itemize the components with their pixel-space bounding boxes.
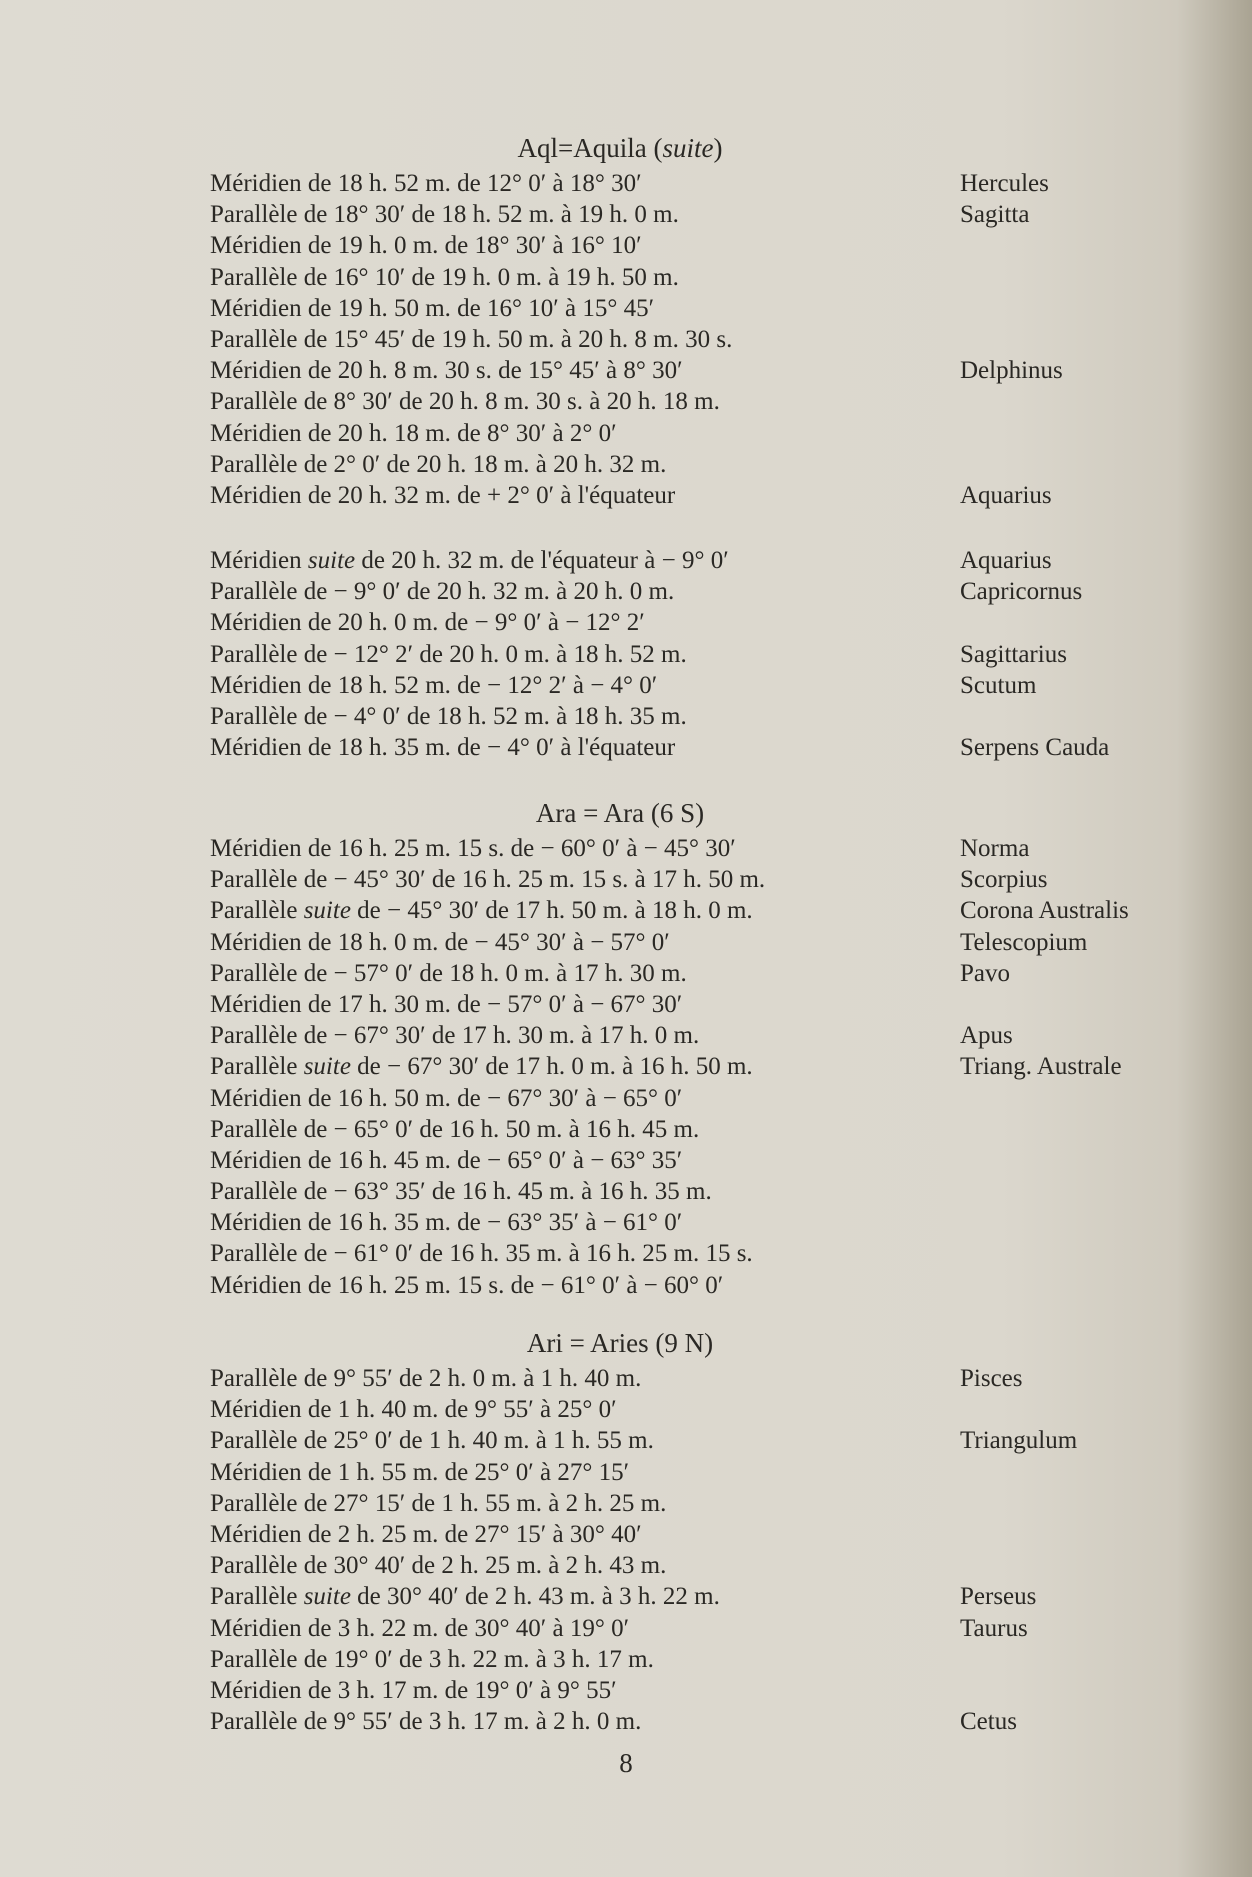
section-heading: Ari = Aries (9 N) xyxy=(526,1328,714,1358)
section-aquila xyxy=(210,128,1170,511)
neighbor-constellation: Scutum xyxy=(960,671,1037,699)
neighbor-constellation: Hercules xyxy=(960,170,1049,197)
boundary-row xyxy=(210,324,1170,355)
boundary-row xyxy=(210,1706,1170,1737)
boundary-row xyxy=(210,1083,1170,1114)
neighbor-constellation: Apus xyxy=(960,1022,1013,1050)
boundary-row xyxy=(210,864,1170,895)
boundary-description: Méridien de 19 h. 50 m. de 16° 10′ à 15° 45′ xyxy=(210,294,655,322)
boundary-row xyxy=(210,1363,1170,1394)
boundary-description: Parallèle de 18° 30′ de 18 h. 52 m. à 19 h. 0 m. xyxy=(210,201,679,229)
section-heading: Ara = Ara (6 S) xyxy=(535,798,705,828)
neighbor-constellation: Pisces xyxy=(960,1365,1023,1392)
boundary-description: Parallèle suite de − 45° 30′ de 17 h. 50 m. à 18 h. 0 m. xyxy=(210,897,753,925)
boundary-row xyxy=(210,480,1170,511)
boundary-description: Méridien de 20 h. 0 m. de − 9° 0′ à − 12° 2′ xyxy=(210,609,645,637)
neighbor-constellation: Cetus xyxy=(960,1708,1017,1736)
boundary-row xyxy=(210,732,1170,763)
boundary-row xyxy=(210,1238,1170,1269)
neighbor-constellation: Scorpius xyxy=(960,866,1048,894)
boundary-description: Méridien de 20 h. 8 m. 30 s. de 15° 45′ à 8° 30′ xyxy=(210,357,683,385)
boundary-description: Méridien de 18 h. 52 m. de − 12° 2′ à − 4° 0′ xyxy=(210,671,658,699)
boundary-description: Méridien de 20 h. 18 m. de 8° 30′ à 2° 0′ xyxy=(210,419,617,447)
boundary-description: Parallèle de 2° 0′ de 20 h. 18 m. à 20 h. 32 m. xyxy=(210,450,667,478)
boundary-row xyxy=(210,1207,1170,1238)
boundary-row xyxy=(210,1457,1170,1488)
boundary-row xyxy=(210,262,1170,293)
boundary-row xyxy=(210,1051,1170,1082)
boundary-description: Méridien de 16 h. 45 m. de − 65° 0′ à − 63° 35′ xyxy=(210,1146,683,1174)
boundary-description: Parallèle de 25° 0′ de 1 h. 40 m. à 1 h. 55 m. xyxy=(210,1427,654,1455)
boundary-description: Méridien de 1 h. 40 m. de 9° 55′ à 25° 0′ xyxy=(210,1396,617,1424)
neighbor-constellation: Norma xyxy=(960,835,1030,862)
boundary-row xyxy=(210,833,1170,864)
boundary-row xyxy=(210,1550,1170,1581)
boundary-row xyxy=(210,1675,1170,1706)
boundary-description: Parallèle de − 9° 0′ de 20 h. 32 m. à 20 h. 0 m. xyxy=(210,578,675,606)
boundary-description: Parallèle de − 4° 0′ de 18 h. 52 m. à 18 h. 35 m. xyxy=(210,702,687,730)
boundary-description: Méridien suite de 20 h. 32 m. de l'équateur à − 9° 0′ xyxy=(210,547,729,574)
boundary-row xyxy=(210,1581,1170,1612)
boundary-row xyxy=(210,1519,1170,1550)
boundary-row xyxy=(210,1020,1170,1051)
boundary-description: Parallèle de 9° 55′ de 2 h. 0 m. à 1 h. 40 m. xyxy=(210,1365,642,1392)
boundary-description: Méridien de 19 h. 0 m. de 18° 30′ à 16° 10′ xyxy=(210,232,642,260)
neighbor-constellation: Capricornus xyxy=(960,578,1083,606)
section-ara xyxy=(210,793,1170,1301)
boundary-description: Parallèle de − 67° 30′ de 17 h. 30 m. à 17 h. 0 m. xyxy=(210,1022,700,1050)
boundary-row xyxy=(210,418,1170,449)
boundary-row xyxy=(210,545,1170,576)
neighbor-constellation: Perseus xyxy=(960,1583,1037,1611)
boundary-description: Méridien de 18 h. 52 m. de 12° 0′ à 18° 30′ xyxy=(210,170,642,197)
boundary-row xyxy=(210,989,1170,1020)
neighbor-constellation: Triang. Australe xyxy=(960,1053,1122,1081)
boundary-description: Méridien de 1 h. 55 m. de 25° 0′ à 27° 15′ xyxy=(210,1458,630,1486)
boundary-row xyxy=(210,639,1170,670)
neighbor-constellation: Serpens Cauda xyxy=(960,734,1110,762)
neighbor-constellation: Sagitta xyxy=(960,201,1030,229)
boundary-row xyxy=(210,199,1170,230)
boundary-description: Parallèle de − 57° 0′ de 18 h. 0 m. à 17 h. 30 m. xyxy=(210,959,687,987)
boundary-description: Parallèle de 16° 10′ de 19 h. 0 m. à 19 h. 50 m. xyxy=(210,263,679,291)
boundary-row xyxy=(210,1644,1170,1675)
boundary-row xyxy=(210,701,1170,732)
boundary-row xyxy=(210,293,1170,324)
boundary-description: Méridien de 17 h. 30 m. de − 57° 0′ à − 67° 30′ xyxy=(210,990,683,1018)
boundary-description: Méridien de 16 h. 50 m. de − 67° 30′ à − 65° 0′ xyxy=(210,1084,683,1112)
neighbor-constellation: Telescopium xyxy=(960,928,1088,956)
boundary-row xyxy=(210,895,1170,926)
neighbor-constellation: Corona Australis xyxy=(960,897,1129,925)
boundary-row xyxy=(210,168,1170,199)
neighbor-constellation: Triangulum xyxy=(960,1427,1078,1455)
neighbor-constellation: Pavo xyxy=(960,959,1010,987)
boundary-description: Méridien de 16 h. 35 m. de − 63° 35′ à − 61° 0′ xyxy=(210,1209,683,1237)
boundary-description: Méridien de 18 h. 0 m. de − 45° 30′ à − 57° 0′ xyxy=(210,928,670,956)
boundary-row xyxy=(210,927,1170,958)
boundary-description: Parallèle de − 65° 0′ de 16 h. 50 m. à 16 h. 45 m. xyxy=(210,1115,700,1143)
boundary-description: Parallèle de − 61° 0′ de 16 h. 35 m. à 16 h. 25 m. 15 s. xyxy=(210,1240,753,1268)
neighbor-constellation: Sagittarius xyxy=(960,640,1067,668)
boundary-description: Parallèle suite de − 67° 30′ de 17 h. 0 m. à 16 h. 50 m. xyxy=(210,1053,753,1081)
boundary-row xyxy=(210,607,1170,638)
boundary-row xyxy=(210,1488,1170,1519)
neighbor-constellation: Delphinus xyxy=(960,357,1063,385)
boundary-description: Parallèle de 9° 55′ de 3 h. 17 m. à 2 h. 0 m. xyxy=(210,1708,642,1736)
neighbor-constellation: Aquarius xyxy=(960,481,1052,509)
boundary-row xyxy=(210,1613,1170,1644)
section-aries xyxy=(210,1323,1170,1737)
boundary-description: Méridien de 3 h. 22 m. de 30° 40′ à 19° 0′ xyxy=(210,1614,630,1642)
boundary-description: Parallèle de 27° 15′ de 1 h. 55 m. à 2 h. 25 m. xyxy=(210,1489,667,1517)
page-number: 8 xyxy=(619,1748,633,1778)
boundary-row xyxy=(210,230,1170,261)
section-aquila-continued xyxy=(210,545,1170,763)
boundary-row xyxy=(210,1176,1170,1207)
section-heading: Aql=Aquila (suite) xyxy=(517,133,723,163)
boundary-row xyxy=(210,1425,1170,1456)
boundary-row xyxy=(210,1270,1170,1301)
boundary-row xyxy=(210,355,1170,386)
boundary-description: Parallèle suite de 30° 40′ de 2 h. 43 m. à 3 h. 22 m. xyxy=(210,1583,720,1611)
boundary-description: Parallèle de − 12° 2′ de 20 h. 0 m. à 18 h. 52 m. xyxy=(210,640,687,668)
boundary-description: Méridien de 16 h. 25 m. 15 s. de − 60° 0′ à − 45° 30′ xyxy=(210,835,736,862)
boundary-row xyxy=(210,449,1170,480)
boundary-description: Méridien de 18 h. 35 m. de − 4° 0′ à l'équateur xyxy=(210,734,676,762)
boundary-row xyxy=(210,386,1170,417)
neighbor-constellation: Aquarius xyxy=(960,547,1052,574)
boundary-description: Parallèle de 8° 30′ de 20 h. 8 m. 30 s. à 20 h. 18 m. xyxy=(210,388,720,416)
boundary-row xyxy=(210,1394,1170,1425)
boundary-row xyxy=(210,576,1170,607)
boundary-row xyxy=(210,958,1170,989)
boundary-description: Parallèle de − 45° 30′ de 16 h. 25 m. 15 s. à 17 h. 50 m. xyxy=(210,866,766,894)
boundary-description: Parallèle de 15° 45′ de 19 h. 50 m. à 20 h. 8 m. 30 s. xyxy=(210,325,733,353)
boundary-description: Parallèle de 30° 40′ de 2 h. 25 m. à 2 h. 43 m. xyxy=(210,1552,667,1580)
boundary-description: Méridien de 2 h. 25 m. de 27° 15′ à 30° 40′ xyxy=(210,1520,642,1548)
boundary-description: Parallèle de 19° 0′ de 3 h. 22 m. à 3 h. 17 m. xyxy=(210,1645,654,1673)
boundary-row xyxy=(210,1114,1170,1145)
boundary-description: Méridien de 20 h. 32 m. de + 2° 0′ à l'équateur xyxy=(210,481,676,509)
boundary-description: Méridien de 3 h. 17 m. de 19° 0′ à 9° 55′ xyxy=(210,1676,617,1704)
boundary-description: Parallèle de − 63° 35′ de 16 h. 45 m. à 16 h. 35 m. xyxy=(210,1178,712,1206)
boundary-row xyxy=(210,670,1170,701)
boundary-description: Méridien de 16 h. 25 m. 15 s. de − 61° 0′ à − 60° 0′ xyxy=(210,1271,724,1299)
boundary-row xyxy=(210,1145,1170,1176)
neighbor-constellation: Taurus xyxy=(960,1614,1028,1642)
